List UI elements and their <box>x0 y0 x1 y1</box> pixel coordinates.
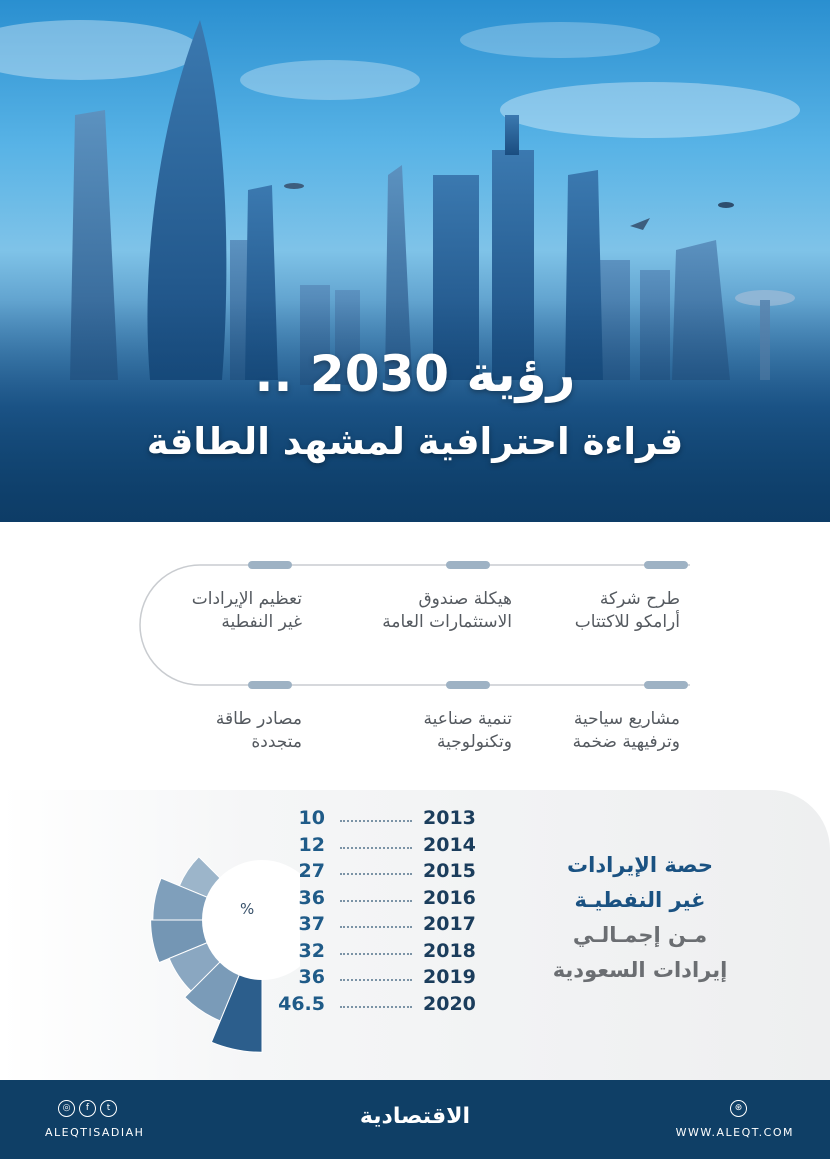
fan-chart <box>0 790 300 1080</box>
timeline-marker <box>446 561 490 569</box>
table-row <box>280 860 480 884</box>
year-label: 2018 <box>423 939 476 962</box>
twitter-icon[interactable]: t <box>100 1100 117 1117</box>
value-label: 10 <box>298 807 325 829</box>
chart-heading: حصة الإيرادات غير النفطيـة مـن إجمـالـي إيرادات السعودية <box>552 853 728 982</box>
year-label: 2019 <box>423 966 476 988</box>
milestone-non-oil-revenue: تعظيم الإيرادات غير النفطية <box>191 589 302 632</box>
table-row <box>280 940 480 964</box>
dotted-leader <box>340 1006 412 1008</box>
year-label: 2013 <box>423 807 476 829</box>
brand-logo: الاقتصادية <box>359 1104 471 1129</box>
hero-banner <box>0 0 830 522</box>
year-label: 2020 <box>423 992 476 1015</box>
table-row <box>280 807 480 831</box>
value-label: 37 <box>298 913 325 935</box>
facebook-icon[interactable]: f <box>79 1100 96 1117</box>
timeline-marker <box>644 681 688 689</box>
non-oil-revenue-chart <box>0 790 830 1080</box>
year-label: 2017 <box>423 913 476 935</box>
timeline-marker <box>446 681 490 689</box>
table-row <box>280 834 480 858</box>
value-label: 46.5 <box>278 992 325 1015</box>
timeline-section <box>0 522 830 790</box>
table-row <box>280 913 480 937</box>
value-label: 36 <box>298 966 325 988</box>
timeline-marker <box>248 681 292 689</box>
value-label: 36 <box>298 886 325 909</box>
value-label: 32 <box>298 939 325 962</box>
page-subtitle: قراءة احترافية لمشهد الطاقة <box>146 420 684 463</box>
social-handle: ALEQTISADIAH <box>45 1126 145 1139</box>
milestone-industrial-tech: تنمية صناعية وتكنولوجية <box>423 709 512 752</box>
milestone-pif-restructure: هيكلة صندوق الاستثمارات العامة <box>382 589 512 632</box>
table-row <box>280 887 480 911</box>
dotted-leader <box>340 847 412 849</box>
value-label: 12 <box>298 833 325 856</box>
website-link[interactable]: WWW.ALEQT.COM <box>675 1126 794 1139</box>
milestone-tourism-projects: مشاريع سياحية وترفيهية ضخمة <box>572 709 680 752</box>
year-label: 2016 <box>423 886 476 909</box>
timeline-marker <box>644 561 688 569</box>
dotted-leader <box>340 926 412 928</box>
dotted-leader <box>340 979 412 981</box>
dotted-leader <box>340 953 412 955</box>
year-label: 2014 <box>423 833 476 856</box>
instagram-icon[interactable]: ◎ <box>58 1100 75 1117</box>
timeline-marker <box>248 561 292 569</box>
footer <box>0 1080 830 1159</box>
dotted-leader <box>340 820 412 822</box>
table-row <box>280 966 480 990</box>
milestone-aramco-ipo: طرح شركة أرامكو للاكتتاب <box>574 589 680 632</box>
table-row <box>280 993 480 1017</box>
page-title: رؤية 2030 .. <box>254 345 576 403</box>
globe-icon[interactable]: ⊛ <box>730 1100 747 1117</box>
dotted-leader <box>340 900 412 902</box>
milestone-renewable-energy: مصادر طاقة متجددة <box>215 709 302 752</box>
value-label: 27 <box>298 860 325 882</box>
dotted-leader <box>340 873 412 875</box>
percent-unit-label: % <box>240 900 255 918</box>
year-label: 2015 <box>423 860 476 882</box>
